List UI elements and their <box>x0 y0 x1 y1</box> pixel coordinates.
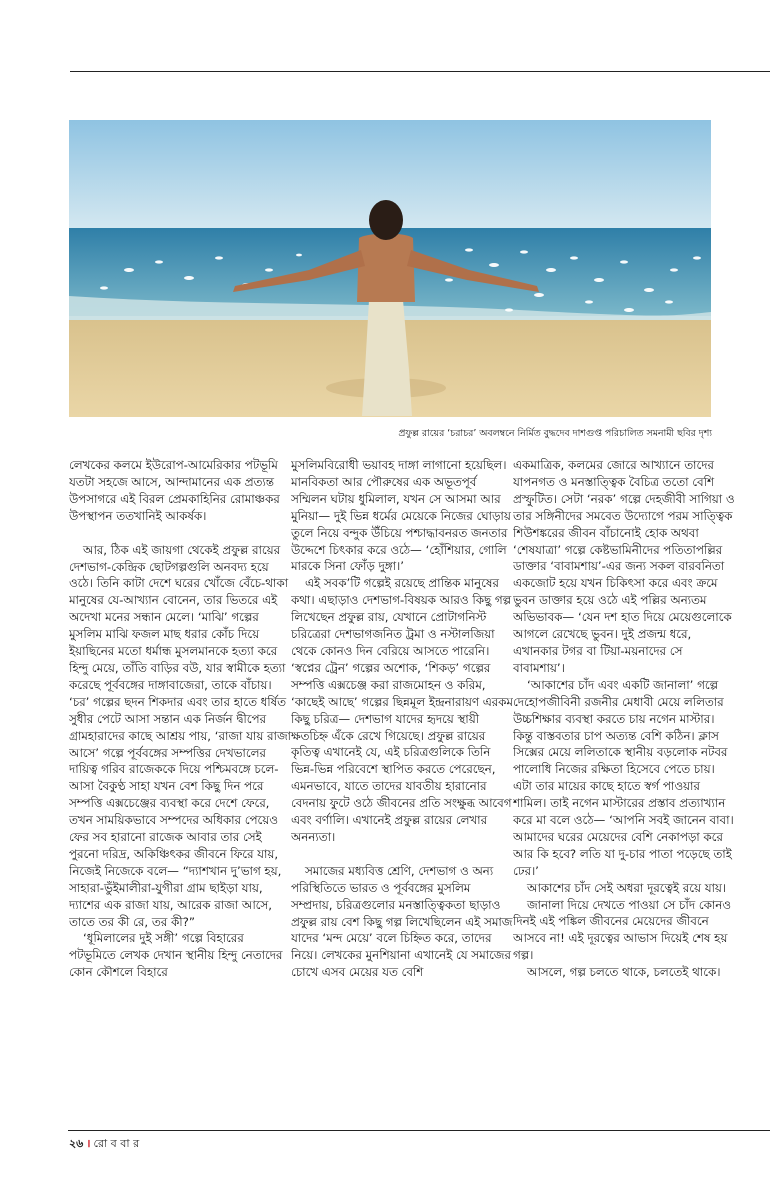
article-column-3 <box>513 457 735 1117</box>
paragraph: জানালা দিয়ে দেখতে পাওয়া সে চাঁদ কোনও দিনই এই পঙ্কিল জীবনের মেয়েদের জীবনে আসবে না! এই দূরত্বের আভাস দিয়েই শেষ হয় গল্প। <box>513 897 731 963</box>
top-rule <box>70 71 770 72</box>
paragraph: মুসলিমবিরোধী ভয়াবহ দাঙ্গা লাগানো হয়েছিল। মানবিকতা আর পৌরুষের এক অভূতপূর্ব সম্মিলন ঘটায় ধুমিলাল, যখন সে আসমা আর মুনিয়া— দুই ভিন্ন ধর্মের মেয়েকে নিজের ঘোড়ায় তুলে নিয়ে বন্দুক উঁচিয়ে পশ্চাদ্ধাবনরত জনতার উদ্দেশে চিৎকার করে ওঠে— ‘হোঁশিয়ার, গোলি মারকে সিনা ফোঁড় দুঙ্গা।’ <box>291 458 511 574</box>
page-footer <box>69 1137 139 1151</box>
paragraph: আসলে, গল্প চলতে থাকে, চলতেই থাকে। <box>527 965 721 980</box>
paragraph: এই সবক’টি গল্পেই রয়েছে প্রান্তিক মানুষের কথা। এছাড়াও দেশভাগ-বিষয়ক আরও কিছু গল্প লিখেছেন প্রফুল্ল রায়, যেখানে প্রোটাগনিস্ট চরিত্রেরা দেশভাগজনিত ট্রমা ও নস্টালজিয়া থেকে কোনও দিন বেরিয়ে আসতে পারেনি। ‘স্বপ্নের ট্রেন’ গল্পের অশোক, ‘শিকড়’ গল্পের সম্পত্তি এক্সচেঞ্জ করা রাজমোহন ও করিম, ‘কাছেই আছে’ গল্পের ছিন্নমূল ইন্দ্রনারায়ণ এরকম কিছু চরিত্র— দেশভাগ যাদের হৃদয়ে স্থায়ী ক্ষতচিহ্ন এঁকে রেখে গিয়েছে। প্রফুল্ল রায়ের কৃতিত্ব এখানেই যে, এই চরিত্রগুলিকে তিনি ভিন্ন-ভিন্ন পরিবেশে স্থাপিত করতে পেরেছেন, এমনভাবে, যাতে তাদের যাবতীয় হারানোর বেদনায় ফুটে ওঠে জীবনের প্রতি সংক্ষুব্ধ আবেগ এবং বর্ণালি। এখানেই প্রফুল্ল রায়ের লেখার অনন্যতা। <box>291 576 513 844</box>
paragraph: ‘ধূমিলালের দুই সঙ্গী’ গল্পে বিহারের পটভূমিতে লেখক দেখান স্থানীয় হিন্দু নেতাদের কোন কৌশলে বিহারে <box>69 931 283 980</box>
paragraph: আর, ঠিক এই জায়গা থেকেই প্রফুল্ল রায়ের দেশভাগ-কেন্দ্রিক ছোটগল্পগুলি অনবদ্য হয়ে ওঠে। তিনি কাটা দেশে ঘরের খোঁজে বেঁচে-থাকা মানুষের যে-আখ্যান বোনেন, তার ভিতরে এই অদেখা মনের সন্ধান মেলে। ‘মাঝি’ গল্পের মুসলিম মাঝি ফজল মাছ ধরার কোঁচ দিয়ে ইয়াছিনের মতো ধর্মান্ধ মুসলমানকে হত্যা করে হিন্দু মেয়ে, তাঁতি বাড়ির বউ, যার স্বামীকে হত্যা করেছে পূর্ববঙ্গের দাঙ্গাবাজেরা, তাকে বাঁচায়। ‘চর’ গল্পের ছদন শিকদার এবং তার হাতে ধর্ষিত সুধীর পেটে আসা সন্তান এক নির্জন দ্বীপের গ্রামহারাদের কাছে আশ্রয় পায়, ‘রাজা যায় রাজা আসে’ গল্পে পূর্ববঙ্গের সম্পত্তির দেখভালের দায়িত্ব গরিব রাজেককে দিয়ে পশ্চিমবঙ্গে চলে-আসা বৈকুণ্ঠ সাহা যখন বেশ কিছু দিন পরে সম্পত্তি এক্সচেঞ্জের ব্যবস্থা করে দেশে ফেরে, তখন সাময়িকভাবে সম্পদের অধিকার পেয়েও ফের সব হারানো রাজেক আবার তার সেই পুরনো দরিদ্র, অকিঞ্চিৎকর জীবনে ফিরে যায়, নিজেই নিজেকে বলে— “দ্যাশখান দু’ভাগ হয়, সাহারা-ভুঁইমালীরা-যুগীরা গ্রাম ছাইড়া যায়, দ্যাশের এক রাজা যায়, আরেক রাজা আসে, তাতে তর কী রে, তর কী?” <box>69 542 291 929</box>
article-column-1 <box>69 457 291 1117</box>
magazine-name: রো ব বা র <box>93 1137 140 1150</box>
footer-separator: । <box>86 1137 91 1150</box>
photo-caption: প্রফুল্ল রায়ের ‘চরাচর’ অবলম্বনে নির্মিত বুদ্ধদেব দাশগুপ্ত পরিচালিত সমনামী ছবির দৃশ্য <box>398 428 712 439</box>
bottom-rule <box>68 1130 770 1131</box>
paragraph: সমাজের মধ্যবিত্ত শ্রেণি, দেশভাগ ও অন্য পরিস্থিতিতে ভারত ও পূর্ববঙ্গের মুসলিম সম্প্রদায়, চরিত্রগুলোর মনস্তাত্ত্বিকতা ছাড়াও প্রফুল্ল রায় বেশ কিছু গল্প লিখেছিলেন এই সমাজ যাদের ‘মন্দ মেয়ে’ বলে চিহ্নিত করে, তাদের নিয়ে। লেখকের মুনশিয়ানা এখানেই যে সমাজের চোখে এসব মেয়ের যত বেশি <box>291 863 513 980</box>
paragraph: লেখকের কলমে ইউরোপ-আমেরিকার পটভূমি যতটা সহজে আসে, আন্দামানের এক প্রত্যন্ত উপসাগরে এই বিরল প্রেমকাহিনির রোমাঞ্চকর উপস্থাপন ততখানিই আকর্ষক। <box>69 458 280 523</box>
paragraph: আকাশের চাঁদ সেই অধরা দূরত্বেই রয়ে যায়। <box>527 880 727 895</box>
paragraph: একমাত্রিক, কলমের জোরে আখ্যানে তাদের যাপনগত ও মনস্তাত্ত্বিক বৈচিত্র ততো বেশি প্রস্ফুটিত। সেটা ‘নরক’ গল্পে দেহজীবী সাগিয়া ও তার সঙ্গিনীদের সমবেত উদ্যোগে পরম সাত্ত্বিক শিউশঙ্করের জীবন বাঁচানোই হোক অথবা ‘শেষযাত্রা’ গল্পে কেষ্টভামিনীদের পতিতাপল্লির ডাক্তার ‘বাবামশায়’-এর জন্য সকল বারবনিতা একজোট হয়ে যখন চিকিৎসা করে এবং ক্রমে ভুবন ডাক্তার হয়ে ওঠে এই পল্লির অন্যতম অভিভাবক— ‘যেন দশ হাত দিয়ে মেয়েগুলোকে আগলে রেখেছে ভুবন। দুই প্রজন্ম ধরে, এখানকার টগর বা টিয়া-ময়নাদের সে বাবামশায়’। <box>513 458 735 675</box>
paragraph: ‘আকাশের চাঁদ এবং একটি জানালা’ গল্পে দেহোপজীবিনী রজনীর মেধাবী মেয়ে ললিতার উচ্চশিক্ষার ব্যবস্থা করতে চায় নগেন মাস্টার। কিন্তু বাস্তবতার চাপ অত্যন্ত বেশি কঠিন। ক্লাস সিক্সের মেয়ে ললিতাকে স্থানীয় বড়লোক নটবর পালোধি নিজের রক্ষিতা হিসেবে পেতে চায়। এটা তার মায়ের কাছে হাতে স্বর্গ পাওয়ার শামিল। তাই নগেন মাস্টারের প্রস্তাব প্রত্যাখ্যান করে মা বলে ওঠে— ‘আপনি সবই জানেন বাবা। আমাদের ঘরের মেয়েদের বেশি নেকাপড়া করে আর কি হবে? লতি যা দু-চার পাতা পড়েছে তাই ঢের।’ <box>513 677 734 878</box>
page-number: ২৬ <box>69 1137 84 1150</box>
article-column-2 <box>291 457 513 1117</box>
film-still-photo <box>69 120 711 417</box>
